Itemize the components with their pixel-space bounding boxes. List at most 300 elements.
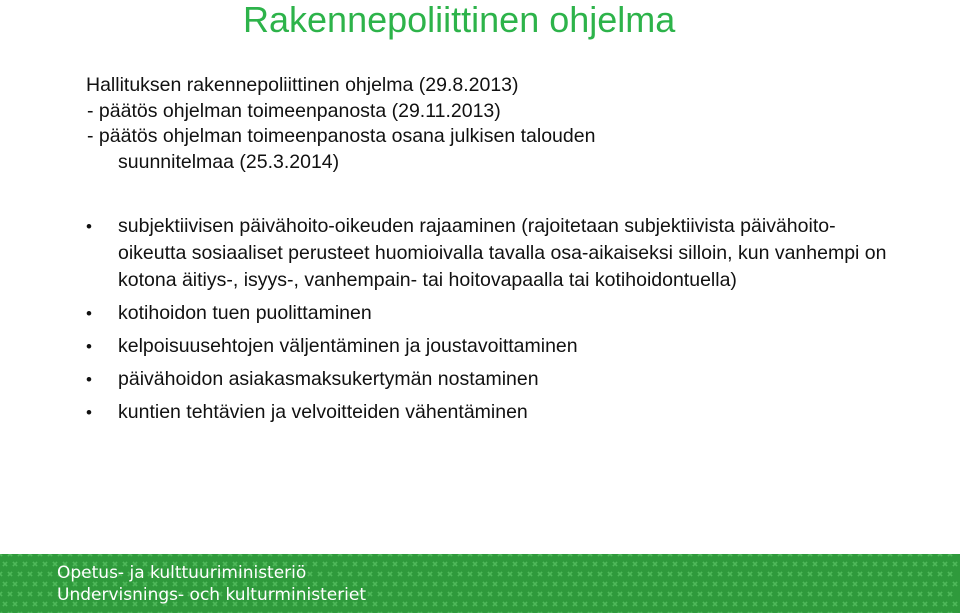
pattern-cross-mark [26,554,34,558]
pattern-cross-mark [776,590,784,598]
pattern-cross-mark [616,570,624,578]
pattern-cross-mark [66,554,74,558]
pattern-cross-mark [821,580,829,588]
pattern-cross-mark [721,560,729,568]
pattern-cross-mark [461,580,469,588]
pattern-cross-mark [676,570,684,578]
pattern-cross-mark [506,570,514,578]
pattern-cross-mark [796,590,804,598]
pattern-cross-mark [681,600,689,608]
pattern-cross-mark [881,580,889,588]
pattern-cross-mark [451,560,459,568]
pattern-cross-mark [371,560,379,568]
pattern-cross-mark [866,570,874,578]
pattern-cross-mark [811,600,819,608]
pattern-cross-mark [521,560,529,568]
pattern-cross-mark [491,600,499,608]
pattern-cross-mark [741,560,749,568]
pattern-cross-mark [856,590,864,598]
pattern-cross-mark [711,600,719,608]
pattern-cross-mark [896,590,904,598]
pattern-cross-mark [871,580,879,588]
pattern-cross-mark [751,600,759,608]
pattern-cross-mark [521,580,529,588]
pattern-cross-mark [581,560,589,568]
pattern-cross-mark [841,580,849,588]
pattern-cross-mark [751,560,759,568]
bullet-text-3: kelpoisuusehtojen väljentäminen ja joustavoittaminen [118,335,578,357]
pattern-cross-mark [911,560,919,568]
pattern-cross-mark [851,560,859,568]
pattern-cross-mark [441,580,449,588]
pattern-cross-mark [376,570,384,578]
pattern-cross-mark [1,580,9,588]
pattern-cross-mark [591,580,599,588]
pattern-cross-mark [821,600,829,608]
pattern-cross-mark [526,570,534,578]
pattern-cross-mark [741,580,749,588]
pattern-cross-mark [266,554,274,558]
pattern-cross-mark [631,580,639,588]
pattern-cross-mark [706,590,714,598]
pattern-cross-mark [746,554,754,558]
pattern-cross-mark [816,570,824,578]
pattern-cross-mark [6,570,14,578]
pattern-cross-mark [411,560,419,568]
pattern-cross-mark [531,600,539,608]
pattern-cross-mark [556,590,564,598]
pattern-cross-mark [521,600,529,608]
pattern-cross-mark [841,600,849,608]
pattern-cross-mark [0,590,4,598]
pattern-cross-mark [711,560,719,568]
pattern-cross-mark [11,600,19,608]
pattern-cross-mark [791,560,799,568]
pattern-cross-mark [116,554,124,558]
pattern-cross-mark [106,554,114,558]
pattern-cross-mark [731,600,739,608]
pattern-cross-mark [276,554,284,558]
pattern-cross-mark [506,554,514,558]
pattern-cross-mark [626,570,634,578]
pattern-cross-mark [386,554,394,558]
pattern-cross-mark [471,600,479,608]
pattern-cross-mark [381,580,389,588]
pattern-cross-mark [681,560,689,568]
pattern-cross-mark [616,590,624,598]
pattern-cross-mark [586,590,594,598]
pattern-cross-mark [426,590,434,598]
pattern-cross-mark [6,590,14,598]
pattern-cross-mark [31,560,39,568]
pattern-cross-mark [726,590,734,598]
pattern-cross-mark [946,570,954,578]
pattern-cross-mark [731,560,739,568]
pattern-cross-mark [621,580,629,588]
pattern-cross-mark [796,554,804,558]
pattern-cross-mark [576,570,584,578]
pattern-cross-mark [431,560,439,568]
pattern-cross-mark [611,600,619,608]
pattern-cross-mark [441,600,449,608]
pattern-cross-mark [366,554,374,558]
pattern-cross-mark [826,554,834,558]
pattern-cross-mark [16,590,24,598]
pattern-cross-mark [606,570,614,578]
pattern-cross-mark [716,554,724,558]
pattern-cross-mark [426,554,434,558]
pattern-cross-mark [6,554,14,558]
pattern-cross-mark [561,600,569,608]
pattern-cross-mark [781,580,789,588]
pattern-cross-mark [806,554,814,558]
pattern-cross-mark [696,590,704,598]
pattern-cross-mark [671,560,679,568]
pattern-cross-mark [16,570,24,578]
pattern-cross-mark [771,600,779,608]
pattern-cross-mark [466,590,474,598]
pattern-cross-mark [886,590,894,598]
pattern-cross-mark [941,560,949,568]
pattern-cross-mark [426,570,434,578]
pattern-cross-mark [886,554,894,558]
bullet-item-2 [80,300,900,327]
pattern-cross-mark [366,590,374,598]
pattern-cross-mark [166,554,174,558]
pattern-cross-mark [921,560,929,568]
pattern-cross-mark [501,580,509,588]
pattern-cross-mark [421,560,429,568]
pattern-cross-mark [651,560,659,568]
pattern-cross-mark [501,600,509,608]
pattern-cross-mark [431,580,439,588]
pattern-cross-mark [836,554,844,558]
pattern-cross-mark [651,580,659,588]
pattern-cross-mark [656,590,664,598]
pattern-cross-mark [506,590,514,598]
pattern-cross-mark [396,570,404,578]
pattern-cross-mark [576,554,584,558]
pattern-cross-mark [786,554,794,558]
pattern-cross-mark [591,600,599,608]
pattern-cross-mark [806,590,814,598]
pattern-cross-mark [551,560,559,568]
pattern-cross-mark [661,580,669,588]
pattern-cross-mark [516,590,524,598]
pattern-cross-mark [861,560,869,568]
pattern-cross-mark [711,580,719,588]
pattern-cross-mark [666,554,674,558]
pattern-cross-mark [876,590,884,598]
pattern-cross-mark [671,600,679,608]
pattern-cross-mark [766,554,774,558]
pattern-cross-mark [721,600,729,608]
pattern-cross-mark [646,570,654,578]
pattern-cross-mark [851,580,859,588]
pattern-cross-mark [326,554,334,558]
pattern-cross-mark [931,560,939,568]
pattern-cross-mark [791,600,799,608]
pattern-cross-mark [541,600,549,608]
pattern-cross-mark [491,580,499,588]
pattern-cross-mark [926,554,934,558]
bullet-text-1: subjektiivisen päivähoito-oikeuden rajaaminen (rajoitetaan subjektiivista päivähoito-oikeutta sosiaaliset perusteet huomioivalla tavalla osa-aikaiseksi silloin, kun vanhempi on kotona äitiys-, isyys-, vanhempain- tai hoitovapaalla tai kotihoidontuella) [118,215,887,291]
pattern-cross-mark [571,600,579,608]
pattern-cross-mark [651,600,659,608]
pattern-cross-mark [741,600,749,608]
pattern-cross-mark [516,554,524,558]
pattern-cross-mark [831,600,839,608]
pattern-cross-mark [556,570,564,578]
pattern-cross-mark [236,554,244,558]
pattern-cross-mark [561,560,569,568]
pattern-cross-mark [891,560,899,568]
pattern-cross-mark [591,560,599,568]
pattern-cross-mark [746,590,754,598]
pattern-cross-mark [781,600,789,608]
pattern-cross-mark [921,600,929,608]
pattern-cross-mark [41,560,49,568]
pattern-cross-mark [906,590,914,598]
pattern-cross-mark [716,570,724,578]
pattern-cross-mark [26,570,34,578]
pattern-cross-mark [876,554,884,558]
pattern-cross-mark [861,600,869,608]
pattern-cross-mark [786,590,794,598]
pattern-cross-mark [701,560,709,568]
pattern-cross-mark [381,600,389,608]
pattern-cross-mark [656,570,664,578]
pattern-cross-mark [736,570,744,578]
pattern-cross-mark [256,554,264,558]
pattern-cross-mark [446,590,454,598]
pattern-cross-mark [441,560,449,568]
pattern-cross-mark [586,570,594,578]
pattern-cross-mark [786,570,794,578]
pattern-cross-mark [671,580,679,588]
pattern-cross-mark [541,560,549,568]
pattern-cross-mark [401,560,409,568]
pattern-cross-mark [736,590,744,598]
bullet-item-1 [80,213,900,294]
pattern-cross-mark [686,590,694,598]
pattern-cross-mark [46,570,54,578]
pattern-cross-mark [706,570,714,578]
pattern-cross-mark [886,570,894,578]
pattern-cross-mark [801,600,809,608]
pattern-cross-mark [126,554,134,558]
pattern-cross-mark [881,560,889,568]
pattern-cross-mark [481,560,489,568]
pattern-cross-mark [776,570,784,578]
pattern-cross-mark [731,580,739,588]
pattern-cross-mark [381,560,389,568]
pattern-cross-mark [401,600,409,608]
pattern-cross-mark [881,600,889,608]
pattern-cross-mark [696,570,704,578]
pattern-cross-mark [846,570,854,578]
pattern-cross-mark [526,590,534,598]
pattern-cross-mark [926,590,934,598]
pattern-cross-mark [466,570,474,578]
pattern-cross-mark [356,554,364,558]
intro-line-1: Hallituksen rakennepoliittinen ohjelma (29.8.2013) [86,74,519,96]
bullet-item-4 [80,366,900,393]
pattern-cross-mark [646,554,654,558]
pattern-cross-mark [631,600,639,608]
pattern-cross-mark [86,554,94,558]
bullet-icon: • [86,217,92,236]
pattern-cross-mark [621,600,629,608]
pattern-cross-mark [916,570,924,578]
pattern-cross-mark [946,554,954,558]
pattern-cross-mark [616,554,624,558]
pattern-cross-mark [641,560,649,568]
pattern-cross-mark [611,560,619,568]
pattern-cross-mark [456,570,464,578]
pattern-cross-mark [196,554,204,558]
pattern-cross-mark [536,590,544,598]
pattern-cross-mark [186,554,194,558]
pattern-cross-mark [496,570,504,578]
pattern-cross-mark [691,600,699,608]
pattern-cross-mark [56,554,64,558]
pattern-cross-mark [911,580,919,588]
pattern-cross-mark [836,570,844,578]
pattern-cross-mark [546,570,554,578]
intro-line-3: - päätös ohjelman toimeenpanosta osana julkisen talouden [87,125,596,147]
pattern-cross-mark [0,570,4,578]
pattern-cross-mark [486,554,494,558]
pattern-cross-mark [526,554,534,558]
intro-block [86,73,595,175]
pattern-cross-mark [476,590,484,598]
pattern-cross-mark [601,560,609,568]
pattern-cross-mark [936,590,944,598]
pattern-cross-mark [906,554,914,558]
pattern-cross-mark [566,554,574,558]
pattern-cross-mark [96,554,104,558]
pattern-cross-mark [606,590,614,598]
pattern-cross-mark [821,560,829,568]
pattern-cross-mark [406,570,414,578]
pattern-cross-mark [841,560,849,568]
bullet-text-2: kotihoidon tuen puolittaminen [118,302,372,324]
pattern-cross-mark [546,590,554,598]
pattern-cross-mark [761,600,769,608]
pattern-cross-mark [396,554,404,558]
pattern-cross-mark [641,580,649,588]
pattern-cross-mark [336,554,344,558]
pattern-cross-mark [411,580,419,588]
bullet-icon: • [86,370,92,389]
pattern-cross-mark [771,560,779,568]
intro-line-2: - päätös ohjelman toimeenpanosta (29.11.2013) [87,99,501,122]
pattern-cross-mark [836,590,844,598]
pattern-cross-mark [586,554,594,558]
pattern-cross-mark [666,570,674,578]
footer-band [0,554,960,613]
pattern-cross-mark [16,554,24,558]
pattern-cross-mark [406,590,414,598]
pattern-cross-mark [41,600,49,608]
pattern-cross-mark [911,600,919,608]
pattern-cross-mark [931,600,939,608]
pattern-cross-mark [751,580,759,588]
ministry-name-finnish: Opetus- ja kulttuuriministeriö [57,563,307,583]
pattern-cross-mark [461,600,469,608]
pattern-cross-mark [511,580,519,588]
bullet-text-4: päivähoidon asiakasmaksukertymän nostaminen [118,368,539,390]
pattern-cross-mark [636,554,644,558]
bullet-item-5 [80,399,900,426]
pattern-cross-mark [371,580,379,588]
slide-title: Rakennepoliittinen ohjelma [243,0,676,40]
pattern-cross-mark [706,554,714,558]
pattern-cross-mark [716,590,724,598]
pattern-cross-mark [606,554,614,558]
pattern-cross-mark [36,590,44,598]
pattern-cross-mark [861,580,869,588]
pattern-cross-mark [686,554,694,558]
pattern-cross-mark [891,600,899,608]
pattern-cross-mark [451,600,459,608]
pattern-cross-mark [406,554,414,558]
pattern-cross-mark [576,590,584,598]
pattern-cross-mark [466,554,474,558]
pattern-cross-mark [571,560,579,568]
pattern-cross-mark [511,600,519,608]
pattern-cross-mark [581,580,589,588]
pattern-cross-mark [391,580,399,588]
pattern-cross-mark [471,560,479,568]
pattern-cross-mark [636,570,644,578]
pattern-cross-mark [701,600,709,608]
pattern-cross-mark [496,554,504,558]
pattern-cross-mark [596,554,604,558]
pattern-cross-mark [546,554,554,558]
pattern-cross-mark [951,580,959,588]
pattern-cross-mark [421,580,429,588]
pattern-cross-mark [851,600,859,608]
pattern-cross-mark [21,580,29,588]
pattern-cross-mark [11,580,19,588]
pattern-cross-mark [901,600,909,608]
pattern-cross-mark [636,590,644,598]
pattern-cross-mark [811,560,819,568]
pattern-cross-mark [676,554,684,558]
pattern-cross-mark [551,580,559,588]
pattern-cross-mark [766,570,774,578]
pattern-cross-mark [571,580,579,588]
pattern-cross-mark [21,600,29,608]
pattern-cross-mark [36,554,44,558]
pattern-cross-mark [366,570,374,578]
pattern-cross-mark [481,580,489,588]
pattern-cross-mark [856,570,864,578]
pattern-cross-mark [536,570,544,578]
pattern-cross-mark [386,570,394,578]
pattern-cross-mark [631,560,639,568]
pattern-cross-mark [781,560,789,568]
pattern-cross-mark [896,570,904,578]
pattern-cross-mark [446,554,454,558]
pattern-cross-mark [491,560,499,568]
pattern-cross-mark [401,580,409,588]
pattern-cross-mark [41,580,49,588]
pattern-cross-mark [581,600,589,608]
pattern-cross-mark [246,554,254,558]
